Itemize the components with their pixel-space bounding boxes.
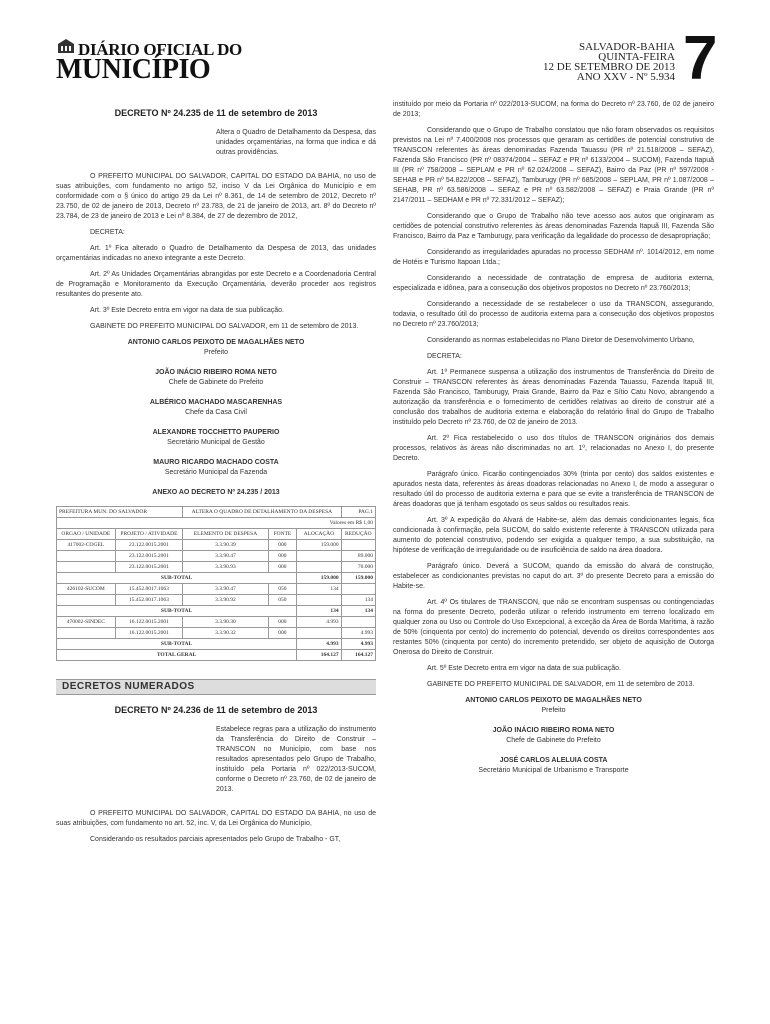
- table-cell: 89.000: [341, 551, 375, 562]
- paragraph: Art. 2º Fica restabelecido o uso dos títulos de TRANSCON originários dos demais processos, relativos às áreas não discriminadas no art. 1º, relacionadas no Anexo I, do presente Decreto.: [393, 435, 714, 462]
- table-cell: 000: [268, 617, 296, 628]
- signatory-name: ANTONIO CARLOS PEIXOTO DE MAGALHÃES NETO: [465, 697, 642, 704]
- table-cell: 000: [268, 540, 296, 551]
- table-cell: 3.3.90.47: [183, 551, 269, 562]
- paragraph: Art. 3º A expedição do Alvará de Habite-se, além das demais condicionantes legais, fica condicionada à confirmação, pela SUCOM, do saldo existente referente à TRANSCON utilizada para aumento do potencial construtivo, podendo ser exigida a qualquer tempo, a sua substituição, na hipótese de verificação de irregularidade ou de insuficiência de saldo na área doadora.: [393, 517, 714, 554]
- signature-block: [56, 338, 376, 358]
- decree-preamble: O PREFEITO MUNICIPAL DO SALVADOR, CAPITAL DO ESTADO DA BAHIA, no uso de suas atribuições, com fundamento no art. 52, inc. V, da Lei Orgânica do Município,: [56, 810, 376, 827]
- table-cell: 050: [268, 595, 296, 606]
- city-label: SALVADOR-BAHIA: [579, 41, 675, 53]
- decree-title: DECRETO Nº 24.236 de 11 de setembro de 2013: [114, 705, 318, 715]
- table-cell: [297, 562, 341, 573]
- weekday-label: QUINTA-FEIRA: [598, 51, 675, 63]
- paragraph: Considerando que o Grupo de Trabalho não teve acesso aos autos que originaram as certidões de potencial construtivo referentes às áreas denominadas Fazenda Itapuã III, Fazenda São Francisco, Bairro da Paz e Tamburugy, para verificação da legalidade do processo de desapropriação;: [393, 213, 714, 240]
- signature-block: [393, 756, 714, 776]
- table-cell: SUB-TOTAL: [57, 606, 297, 617]
- table-cell: 3.3.90.93: [183, 562, 269, 573]
- paragraph: Considerando as normas estabelecidas no Plano Diretor de Desenvolvimento Urbano,: [427, 337, 695, 344]
- table-cell: 134: [341, 606, 375, 617]
- decreta-label: DECRETA:: [90, 229, 125, 236]
- signatory-name: ALEXANDRE TOCCHETTO PAUPERIO: [152, 429, 280, 436]
- decree-preamble: O PREFEITO MUNICIPAL DO SALVADOR, CAPITAL DO ESTADO DA BAHIA, no uso de suas atribuições, com fundamento no artigo 52, inciso V da Lei Orgânica do Município e em conformidade com o § único do artigo 29 da Lei nº 8.361, de 14 de setembro de 2012, Decreto nº 23.750, de 02 de janeiro de 2013, Decreto nº 23.783, de 21 de janeiro de 2013, art. 8º do Decreto nº 23.784, de 23 de janeiro de 2013 e Lei nº 8.384, de 27 de dezembro de 2012,: [56, 173, 376, 220]
- city-crest-icon: [56, 38, 76, 54]
- paragraph: Parágrafo único. Ficarão contingenciados 30% (trinta por cento) dos saldos existentes e apurados nesta data, referentes às áreas doadoras relacionadas no Anexo I, de modo a assegurar o resultado útil do processo de auditoria externa e para que se evite a transferência de TRANSCON de áreas doadoras que já tenham esgotado os seus saldos ou resultados reais.: [393, 471, 714, 508]
- left-column: [56, 100, 376, 851]
- table-cell: 4.993: [341, 639, 375, 650]
- table-row: [57, 639, 376, 650]
- paragraph: Considerando a necessidade de contratação de empresa de auditoria externa, especializada e idônea, para a consecução dos objetivos propostos no Decreto nº 23.760/2013;: [393, 275, 714, 292]
- table-row: [57, 650, 376, 661]
- table-cell: 4.993: [341, 628, 375, 639]
- table-cell: 15.452.0017.1063: [115, 595, 183, 606]
- paragraph: Art. 5º Este Decreto entra em vigor na data de sua publicação.: [427, 665, 621, 672]
- column-header: FONTE: [268, 529, 296, 540]
- table-cell: [297, 595, 341, 606]
- table-cell: 050: [268, 584, 296, 595]
- table-cell: 3.3.90.32: [183, 628, 269, 639]
- signatory-role: Prefeito: [203, 349, 229, 356]
- considering-paragraph: Considerando os resultados parciais apresentados pelo Grupo de Trabalho - GT,: [90, 836, 341, 843]
- table-cell: 159.000: [297, 573, 341, 584]
- table-org: PREFEITURA MUN. DO SALVADOR: [57, 507, 183, 518]
- paragraph: Parágrafo único. Deverá a SUCOM, quando da emissão do alvará de construção, estabelecer as condicionantes previstas no caput do art. 3º do presente Decreto para a emissão do Habite-se.: [393, 563, 714, 590]
- table-units: Valores em R$ 1,00: [57, 518, 376, 529]
- table-cell: SUB-TOTAL: [57, 573, 297, 584]
- table-cell: SUB-TOTAL: [57, 639, 297, 650]
- table-row: [57, 562, 376, 573]
- paragraph: Considerando as irregularidades apuradas no processo SEDHAM nº. 1014/2012, em nome de Hotéis e Turismo Itapoan Ltda.;: [393, 249, 714, 266]
- table-cell: [297, 628, 341, 639]
- table-cell: 000: [268, 562, 296, 573]
- table-row: [57, 606, 376, 617]
- masthead: [0, 0, 770, 100]
- closing-statement: GABINETE DO PREFEITO MUNICIPAL DO SALVADOR, em 11 de setembro de 2013.: [90, 323, 359, 330]
- table-cell: 134: [297, 584, 341, 595]
- closing-statement: GABINETE DO PREFEITO MUNICIPAL DE SALVADOR, em 11 de setembro de 2013.: [427, 681, 695, 688]
- table-cell: TOTAL GERAL: [57, 650, 297, 661]
- table-cell: 159.000: [341, 573, 375, 584]
- table-row: [57, 628, 376, 639]
- column-header: ALOCAÇÃO: [297, 529, 341, 540]
- logo-main-text: MUNICÍPIO: [56, 54, 211, 85]
- signature-block: [56, 458, 376, 478]
- table-cell: 23.122.0015.2001: [115, 540, 183, 551]
- table-cell: 3.3.90.39: [183, 540, 269, 551]
- budget-table: [56, 506, 376, 661]
- table-cell: 3.3.90.30: [183, 617, 269, 628]
- signature-block: [393, 726, 714, 746]
- table-cell: 23.122.0015.2001: [115, 562, 183, 573]
- signatory-name: JOÃO INÁCIO RIBEIRO ROMA NETO: [492, 727, 615, 734]
- paragraph: Considerando que o Grupo de Trabalho constatou que não foram observados os requisitos previstos na Lei nº 7.400/2008 nos processos que geraram as certidões de potencial construtivo de TRANSCON referentes às áreas denominadas Fazenda Tauassu (PR nº 21.518/2008 – SEFAZ), Fazenda São Francisco (PR nº 08374/2004 – SEFAZ e PR nº 6133/2004 – SUCOM), Fazenda Itapuã III (PR nº 758/2008 – SEPLAM e PR nº 62.024/2008 – SEFAZ), Bairro da Paz (PR nº 597/2008 - SEHAB e PR nº 54.822/2008 – SEFAZ), Tamburugy (PR nº 685/2008 – SEPLAM, PR nº 1.087/2008 – SEHAB, PR nº 63.586/2008 – SEFAZ e PR nº 63.582/2008 – SEFAZ) e Praia Grande (PR nº 2147/2011 – SEDHAM e PR nº 72.331/2012 – SEFAZ);: [393, 127, 714, 204]
- table-cell: 164.127: [297, 650, 341, 661]
- date-label: 12 DE SETEMBRO DE 2013: [543, 61, 675, 73]
- paragraph: Art. 4º Os titulares de TRANSCON, que não se encontram suspensas ou contingenciadas na forma do presente Decreto, poderão utilizar o referido instrumento em terreno localizado em qualquer zona ou Uso ou Controle do Uso Excepcional, à exceção da Área de Borda Marítima, à razão de 50% (cinquenta por cento) do incremento do potencial, devendo os direitos correspondentes aos restantes 50% (cinquenta por cento) do incremento pretendido, ser objeto de aquisição de Outorga Onerosa do Direito de Construir.: [393, 599, 714, 656]
- signatory-role: Secretário Municipal de Urbanismo e Transporte: [478, 767, 629, 774]
- table-cell: [57, 562, 116, 573]
- decree-title: DECRETO Nº 24.235 de 11 de setembro de 2013: [114, 108, 318, 118]
- table-cell: 70.000: [341, 562, 375, 573]
- table-row: [57, 573, 376, 584]
- signatory-role: Prefeito: [541, 707, 566, 714]
- logo-top-text: DIÁRIO OFICIAL DO: [78, 40, 242, 59]
- table-cell: 164.127: [341, 650, 375, 661]
- column-header: REDUÇÃO: [341, 529, 375, 540]
- table-cell: 16.122.0015.2001: [115, 617, 183, 628]
- article-3: Art. 3º Este Decreto entra em vigor na data de sua publicação.: [90, 307, 284, 314]
- table-cell: 15.452.0017.1063: [115, 584, 183, 595]
- signatory-role: Chefe de Gabinete do Prefeito: [168, 379, 264, 386]
- table-cell: 000: [268, 628, 296, 639]
- table-cell: 3.3.90.92: [183, 595, 269, 606]
- table-cell: 4.993: [297, 639, 341, 650]
- table-row: [57, 617, 376, 628]
- table-cell: 470002-SINDEC: [57, 617, 116, 628]
- annex-title: ANEXO AO DECRETO Nº 24.235 / 2013: [152, 489, 280, 496]
- table-row: [57, 540, 376, 551]
- table-cell: [297, 551, 341, 562]
- table-row: [57, 551, 376, 562]
- section-heading: DECRETOS NUMERADOS: [56, 679, 376, 695]
- table-cell: 159.000: [297, 540, 341, 551]
- table-body: [57, 540, 376, 661]
- signatory-name: ALBÉRICO MACHADO MASCARENHAS: [149, 399, 283, 406]
- table-cell: [57, 595, 116, 606]
- paragraph: Art. 1º Permanece suspensa a utilização dos instrumentos de Transferência do Direito de Construir – TRANSCON referentes às áreas denominadas Fazenda Tauassu, Fazenda Itapuã III, Fazenda São Francisco, Tamburugy, Praia Grande, Bairro da Paz e Sítio Catu Novo, abrangendo a autorização da transferência e o fornecimento de certidões relativas ao direito de construir até a conclusão dos trabalhos de auditoria externa e elaboração do relatório final do Grupo de Trabalho instituído pelo Decreto nº 23.760, de 02 de janeiro de 2013.: [393, 369, 714, 426]
- signature-block: [56, 398, 376, 418]
- article-1: Art. 1º Fica alterado o Quadro de Detalhamento da Despesa de 2013, das unidades orçamentárias indicadas no anexo integrante a este Decreto.: [56, 245, 376, 262]
- table-cell: 3.3.90.47: [183, 584, 269, 595]
- paragraph: instituído por meio da Portaria nº 022/2013-SUCOM, na forma do Decreto nº 23.760, de 02 de janeiro de 2013;: [393, 101, 714, 118]
- signature-block: [56, 428, 376, 448]
- column-header: PROJETO / ATIVIDADE: [115, 529, 183, 540]
- signature-block: [393, 696, 714, 716]
- table-cell: 000: [268, 551, 296, 562]
- table-row: [57, 595, 376, 606]
- table-cell: 426102-SUCOM: [57, 584, 116, 595]
- table-subject: ALTERA O QUADRO DE DETALHAMENTO DA DESPESA: [183, 507, 341, 518]
- signatory-role: Chefe da Casa Civil: [185, 409, 247, 416]
- signatory-role: Chefe de Gabinete do Prefeito: [506, 737, 601, 744]
- table-page: PAG.1: [341, 507, 375, 518]
- signatory-role: Secretário Municipal de Gestão: [167, 439, 265, 446]
- table-cell: [341, 540, 375, 551]
- signatory-name: JOSÉ CARLOS ALELUIA COSTA: [499, 757, 608, 764]
- signatory-name: MAURO RICARDO MACHADO COSTA: [153, 459, 279, 466]
- table-cell: 134: [297, 606, 341, 617]
- signatory-name: ANTONIO CARLOS PEIXOTO DE MAGALHÃES NETO: [127, 339, 305, 346]
- table-cell: [57, 551, 116, 562]
- table-cell: [57, 628, 116, 639]
- signatory-role: Secretário Municipal da Fazenda: [164, 469, 268, 476]
- column-header: ORGAO / UNIDADE: [57, 529, 116, 540]
- signature-block: [56, 368, 376, 388]
- edition-info: [543, 42, 675, 82]
- table-cell: 16.122.0015.2001: [115, 628, 183, 639]
- table-cell: 23.122.0015.2001: [115, 551, 183, 562]
- signatory-name: JOÃO INÁCIO RIBEIRO ROMA NETO: [155, 369, 277, 376]
- table-cell: 134: [341, 595, 375, 606]
- decree-ementa: Estabelece regras para a utilização do instrumento da Transferência do Direito de Construir – TRANSCON no Município, com base nos resultados apresentados pelo Grupo de Trabalho, instituído pela Portaria nº 022/2013-SUCOM, conforme o Decreto nº 23.760, de 02 de janeiro de 2013.: [216, 726, 376, 793]
- table-header-row: [57, 529, 376, 540]
- table-cell: [341, 584, 375, 595]
- decree-ementa: Altera o Quadro de Detalhamento da Despesa, das unidades orçamentárias, na forma que indica e dá outras providências.: [216, 129, 376, 156]
- table-cell: 4.993: [297, 617, 341, 628]
- paragraph: Considerando a necessidade de se restabelecer o uso da TRANSCON, assegurando, todavia, o resultado útil do processo de auditoria externa para a consecução dos objetivos propostos no Decreto nº 23.760/2013;: [393, 301, 714, 328]
- table-cell: 417002-COGEL: [57, 540, 116, 551]
- column-header: ELEMENTO DE DESPESA: [183, 529, 269, 540]
- table-cell: [341, 617, 375, 628]
- article-2: Art. 2º As Unidades Orçamentárias abrangidas por este Decreto e a Coordenadoria Central de Programação e Monitoramento da Execução Orçamentária, deverão proceder aos registros resultantes do presente ato.: [56, 271, 376, 298]
- page-number: 7: [683, 24, 718, 93]
- edition-label: ANO XXV - Nº 5.934: [576, 71, 675, 83]
- decreta-label: DECRETA:: [427, 353, 462, 360]
- right-column: [393, 100, 714, 786]
- table-row: [57, 584, 376, 595]
